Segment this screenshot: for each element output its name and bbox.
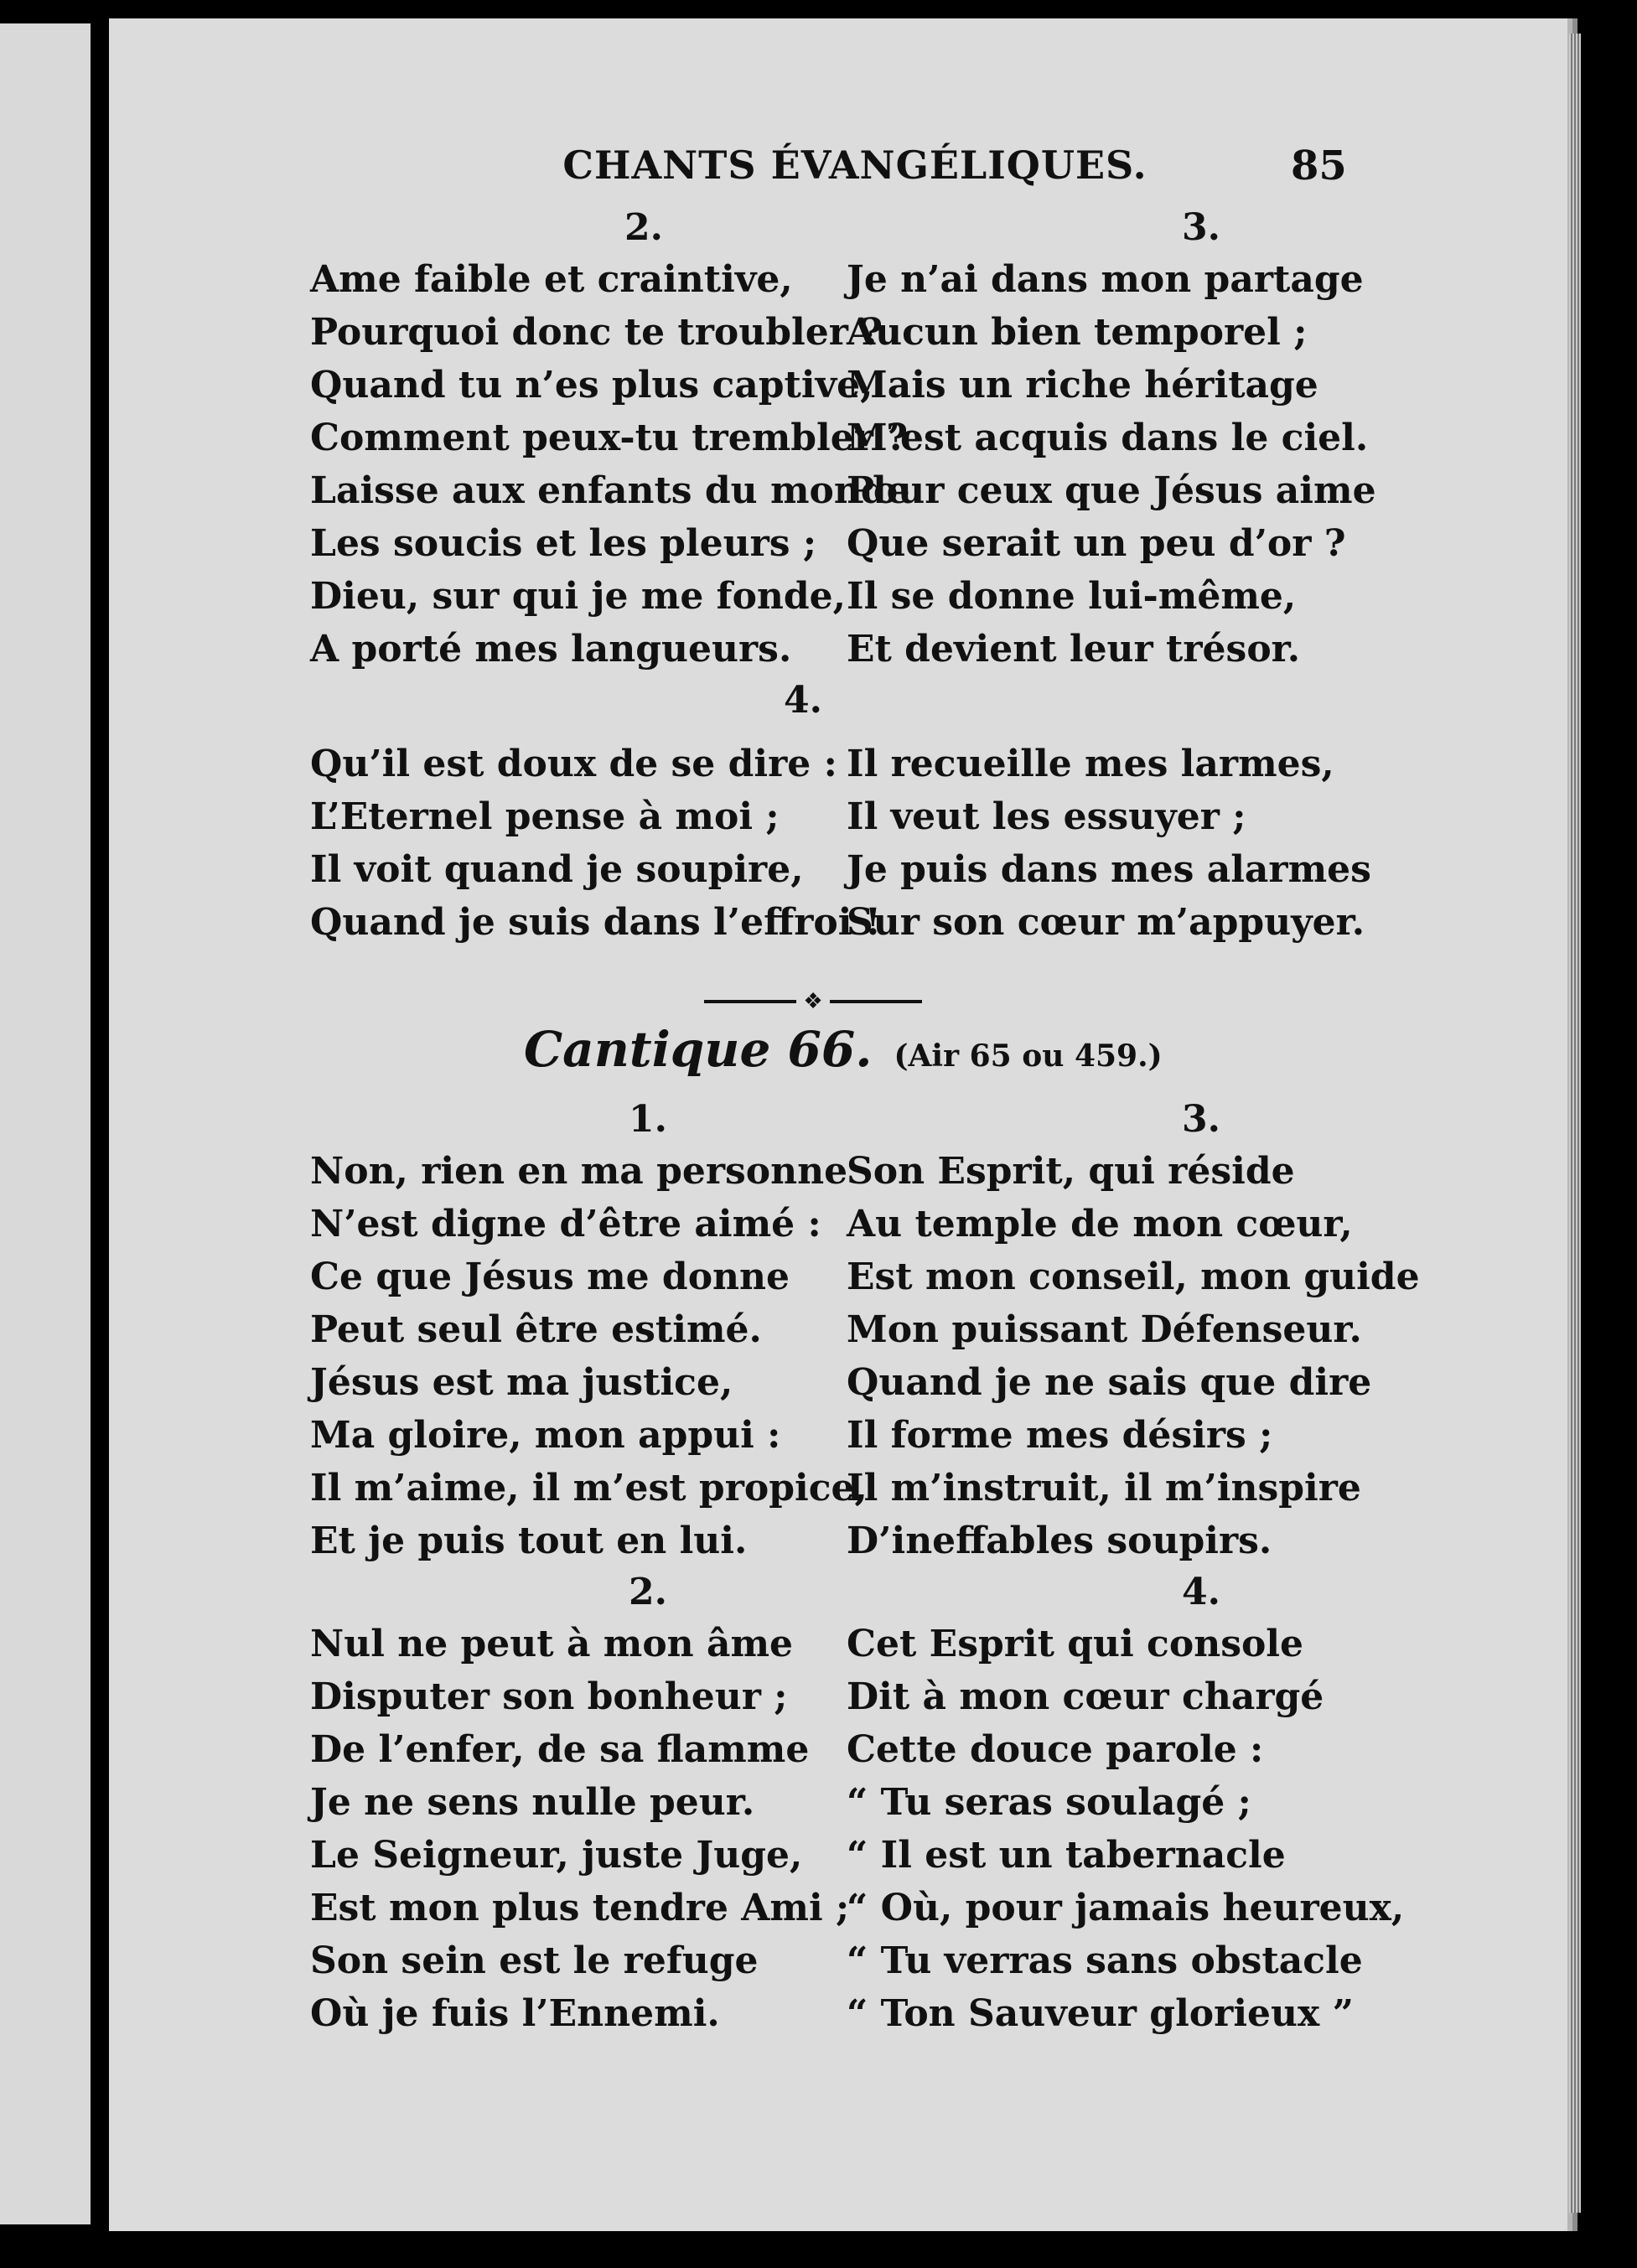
page-number: 85 <box>1291 142 1347 189</box>
verse-line: Cet Esprit qui console <box>847 1623 1304 1665</box>
verse-line: Quand je suis dans l’effroi ! <box>310 901 882 944</box>
verse-line: “ Il est un tabernacle <box>847 1834 1286 1877</box>
page-stack-edge <box>1569 34 1581 2213</box>
verse-line: Et je puis tout en lui. <box>310 1520 748 1562</box>
verse-line: Cette douce parole : <box>847 1728 1264 1771</box>
rule-line <box>830 1000 922 1003</box>
verse-line: Quand tu n’es plus captive, <box>310 364 873 406</box>
verse-line: Est mon conseil, mon guide <box>847 1256 1420 1298</box>
verse-line: Nul ne peut à mon âme <box>310 1623 794 1665</box>
verse-line: Les soucis et les pleurs ; <box>310 522 817 565</box>
verse-line: “ Tu seras soulagé ; <box>847 1781 1251 1824</box>
verse-line: Je n’ai dans mon partage <box>847 258 1364 301</box>
verse-line: “ Ton Sauveur glorieux ” <box>847 1992 1354 2035</box>
cantique-title: Cantique 66. <box>524 1021 873 1078</box>
verse-line: Ma gloire, mon appui : <box>310 1414 781 1457</box>
c65-verse-4-left <box>310 738 897 949</box>
verse-line: Il forme mes désirs ; <box>847 1414 1273 1457</box>
c66-verse-3 <box>847 1095 1484 2040</box>
fleuron-icon: ❖ <box>803 989 823 1014</box>
verse-line: Comment peux-tu trembler ? <box>310 417 909 459</box>
verse-line: “ Tu verras sans obstacle <box>847 1939 1363 1982</box>
verse-line: Son sein est le refuge <box>310 1939 759 1982</box>
verse-line: Disputer son bonheur ; <box>310 1675 788 1718</box>
verse-line: Il voit quand je soupire, <box>310 848 804 891</box>
verse-line: L’Eternel pense à moi ; <box>310 795 780 838</box>
verse-line: Ame faible et craintive, <box>310 258 793 301</box>
verse-number: 3. <box>1182 1098 1220 1141</box>
verse-line: D’ineffables soupirs. <box>847 1520 1272 1562</box>
book-page <box>109 18 1567 2231</box>
verse-line: Est mon plus tendre Ami ; <box>310 1887 850 1929</box>
verse-line: Au temple de mon cœur, <box>847 1203 1353 1245</box>
c65-verse-4-number: 4. <box>784 679 822 722</box>
verse-line: “ Où, pour jamais heureux, <box>847 1887 1405 1929</box>
verse-line: N’est digne d’être aimé : <box>310 1203 821 1245</box>
c65-verse-2 <box>310 203 910 676</box>
cantique-heading <box>524 1021 1446 1096</box>
verse-line: Dieu, sur qui je me fonde, <box>310 575 846 618</box>
verse-line: Non, rien en ma personne <box>310 1150 848 1193</box>
ornamental-rule <box>704 989 922 1014</box>
verse-line: Que serait un peu d’or ? <box>847 522 1346 565</box>
c65-verse-4-right <box>847 738 1484 949</box>
c65-verse-3 <box>847 203 1484 676</box>
verse-line: Peut seul être estimé. <box>310 1308 762 1351</box>
verse-number: 4. <box>1182 1571 1220 1613</box>
verse-number: 2. <box>629 1571 667 1613</box>
verse-number: 1. <box>629 1098 667 1141</box>
verse-line: Le Seigneur, juste Juge, <box>310 1834 803 1877</box>
verse-line: Pourquoi donc te troubler ? <box>310 311 883 354</box>
verse-line: Dit à mon cœur chargé <box>847 1675 1324 1718</box>
verse-line: Mais un riche héritage <box>847 364 1318 406</box>
verse-line: Il m’instruit, il m’inspire <box>847 1467 1361 1509</box>
verse-number: 3. <box>1182 206 1220 249</box>
verse-line: A porté mes langueurs. <box>310 628 792 671</box>
verse-number: 2. <box>624 206 663 249</box>
verse-line: Où je fuis l’Ennemi. <box>310 1992 720 2035</box>
verse-line: Jésus est ma justice, <box>310 1361 733 1404</box>
verse-line: De l’enfer, de sa flamme <box>310 1728 810 1771</box>
verse-line: Il se donne lui-même, <box>847 575 1297 618</box>
verse-line: Je puis dans mes alarmes <box>847 848 1371 891</box>
c66-verse-1 <box>310 1095 897 2040</box>
page-header <box>109 142 1567 201</box>
verse-line: Son Esprit, qui réside <box>847 1150 1295 1193</box>
verse-line: Sur son cœur m’appuyer. <box>847 901 1365 944</box>
verse-line: Il veut les essuyer ; <box>847 795 1246 838</box>
verse-line: Qu’il est doux de se dire : <box>310 743 837 785</box>
verse-line: Quand je ne sais que dire <box>847 1361 1372 1404</box>
verse-line: Il recueille mes larmes, <box>847 743 1334 785</box>
rule-line <box>704 1000 796 1003</box>
running-title: CHANTS ÉVANGÉLIQUES. <box>562 142 1147 188</box>
previous-page-edge <box>0 23 91 2224</box>
verse-line: Laisse aux enfants du monde <box>310 469 910 512</box>
verse-line: Mon puissant Défenseur. <box>847 1308 1362 1351</box>
verse-line: Pour ceux que Jésus aime <box>847 469 1376 512</box>
verse-line: Ce que Jésus me donne <box>310 1256 790 1298</box>
verse-line: M’est acquis dans le ciel. <box>847 417 1369 459</box>
verse-line: Et devient leur trésor. <box>847 628 1301 671</box>
verse-line: Il m’aime, il m’est propice, <box>310 1467 868 1509</box>
verse-line: Aucun bien temporel ; <box>847 311 1308 354</box>
cantique-air: (Air 65 ou 459.) <box>894 1038 1163 1074</box>
verse-line: Je ne sens nulle peur. <box>310 1781 755 1824</box>
